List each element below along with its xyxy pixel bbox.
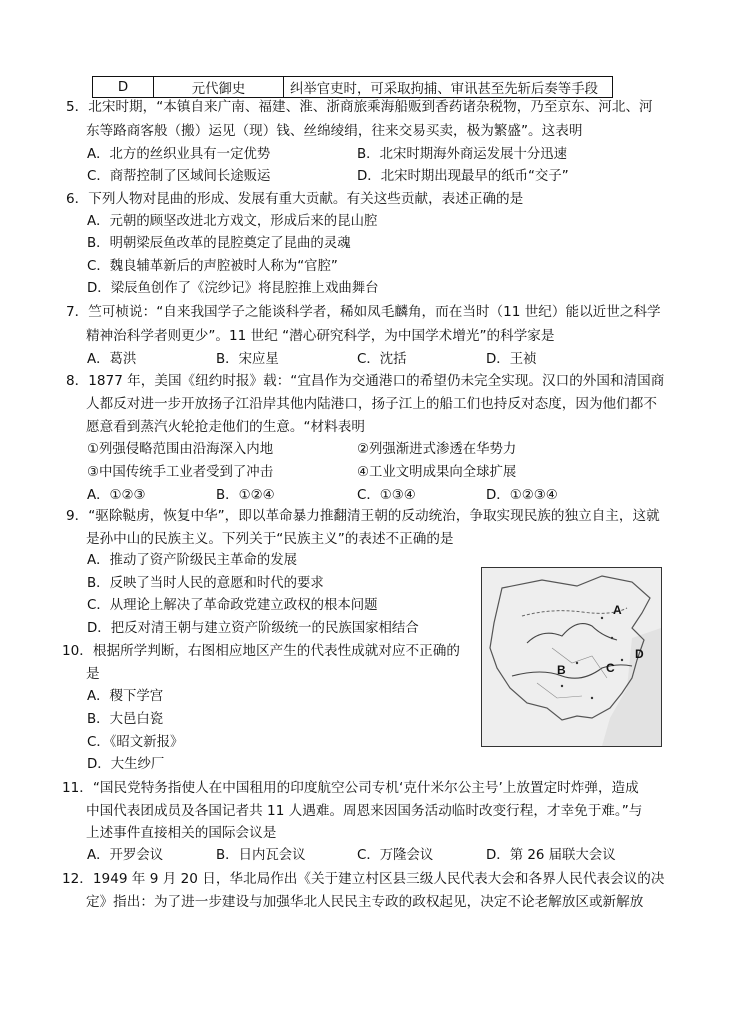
china-map-figure xyxy=(481,567,662,747)
q9-stem-line1: 9．“驱除鞑虏，恢复中华”，即以革命暴力推翻清王朝的反动统治，争取实现民族的独立自主，这就 xyxy=(66,508,660,524)
q7-option-b: B．宋应星 xyxy=(216,352,279,367)
option-desc-cell: 纠举官吏时，可采取拘捕、审讯甚至先斩后奏等手段 xyxy=(284,77,613,98)
q8-option-a: A．①②③ xyxy=(87,488,146,503)
q7-stem-line2: 精神治科学者则更少”。11 世纪 “潜心研究科学，为中国学术增光”的科学家是 xyxy=(86,328,555,344)
q8-statement-2: ②列强渐进式渗透在华势力 xyxy=(357,442,517,457)
q7-option-d: D．王祯 xyxy=(486,352,537,367)
q8-stem-line1: 8．1877 年，美国《纽约时报》载：“宜昌作为交通港口的希望仍未完全实现。汉口的外国和清国商 xyxy=(66,373,665,389)
q11-option-d: D．第 26 届联大会议 xyxy=(486,848,616,863)
q5-option-c: C．商帮控制了区域间长途贩运 xyxy=(87,169,271,184)
q8-statement-3: ③中国传统手工业者受到了冲击 xyxy=(87,465,274,480)
q7-option-a: A．葛洪 xyxy=(87,352,137,367)
q12-stem-line1: 12．1949 年 9 月 20 日，华北局作出《关于建立村区县三级人民代表大会和各界人民代表会议的决 xyxy=(62,871,665,887)
q10-stem-line2: 是 xyxy=(86,666,100,682)
q8-stem-line3: 愿意看到蒸汽火轮抢走他们的生意。“材料表明 xyxy=(86,419,365,435)
previous-question-table-row xyxy=(92,76,613,98)
option-letter-cell: D xyxy=(93,77,154,98)
q6-option-d: D．梁辰鱼创作了《浣纱记》将昆腔推上戏曲舞台 xyxy=(87,281,379,296)
q8-statement-4: ④工业文明成果向全球扩展 xyxy=(357,465,517,480)
q11-option-a: A．开罗会议 xyxy=(87,848,164,863)
map-label-d: D xyxy=(635,647,644,661)
q6-option-b: B．明朝梁辰鱼改革的昆腔奠定了昆曲的灵魂 xyxy=(87,236,351,251)
map-drawing xyxy=(482,568,661,746)
map-label-a: A xyxy=(613,603,622,617)
q9-option-a: A．推动了资产阶级民主革命的发展 xyxy=(87,553,298,568)
q5-option-a: A．北方的丝织业具有一定优势 xyxy=(87,147,271,162)
option-name-cell: 元代御史 xyxy=(154,77,284,98)
q12-stem-line2: 定》指出：为了进一步建设与加强华北人民民主专政的政权起见，决定不论老解放区或新解放 xyxy=(86,894,644,910)
q11-stem-line2: 中国代表团成员及各国记者共 11 人遇难。周恩来因国务活动临时改变行程，才幸免于难。”与 xyxy=(86,803,643,819)
q10-option-b: B．大邑白瓷 xyxy=(87,712,164,727)
q8-option-c: C．①③④ xyxy=(357,488,416,503)
q5-option-b: B．北宋时期海外商运发展十分迅速 xyxy=(357,147,568,162)
q8-option-d: D．①②③④ xyxy=(486,488,558,503)
q5-stem-line1: 5．北宋时期，“本镇自来广南、福建、淮、浙商旅乘海船贩到香药诸杂税物，乃至京东、河北、河 xyxy=(66,99,653,115)
q9-option-b: B．反映了当时人民的意愿和时代的要求 xyxy=(87,576,324,591)
q6-stem: 6．下列人物对昆曲的形成、发展有重大贡献。有关这些贡献，表述正确的是 xyxy=(66,191,524,207)
q10-option-d: D．大生纱厂 xyxy=(87,757,165,772)
q10-option-c: C．《昭文新报》 xyxy=(87,735,184,750)
q8-statement-1: ①列强侵略范围由沿海深入内地 xyxy=(87,442,274,457)
q11-stem-line1: 11．“国民党特务指使人在中国租用的印度航空公司专机‘克什米尔公主号’上放置定时炸弹，造成 xyxy=(62,780,639,796)
q6-option-a: A．元朝的顾坚改进北方戏文，形成后来的昆山腔 xyxy=(87,214,378,229)
q6-option-c: C．魏良辅革新后的声腔被时人称为“官腔” xyxy=(87,259,338,274)
q11-option-b: B．日内瓦会议 xyxy=(216,848,306,863)
q5-stem-line2: 东等路商客般（搬）运见（现）钱、丝绵绫绢，往来交易买卖，极为繁盛”。这表明 xyxy=(86,123,583,139)
q9-stem-line2: 是孙中山的民族主义。下列关于“民族主义”的表述不正确的是 xyxy=(86,531,454,547)
q8-stem-line2: 人都反对进一步开放扬子江沿岸其他内陆港口，扬子江上的船工们也持反对态度，因为他们都不 xyxy=(86,396,657,412)
q7-option-c: C．沈括 xyxy=(357,352,407,367)
map-label-c: C xyxy=(606,661,615,675)
q8-option-b: B．①②④ xyxy=(216,488,275,503)
q11-stem-line3: 上述事件直接相关的国际会议是 xyxy=(86,825,277,841)
q10-stem-line1: 10．根据所学判断，右图相应地区产生的代表性成就对应不正确的 xyxy=(62,643,460,659)
q9-option-c: C．从理论上解决了革命政党建立政权的根本问题 xyxy=(87,598,378,613)
q9-option-d: D．把反对清王朝与建立资产阶级统一的民族国家相结合 xyxy=(87,621,419,636)
q10-option-a: A．稷下学宫 xyxy=(87,689,164,704)
q11-option-c: C．万隆会议 xyxy=(357,848,434,863)
map-label-b: B xyxy=(557,663,566,677)
q5-option-d: D．北宋时期出现最早的纸币“交子” xyxy=(357,169,569,184)
q7-stem-line1: 7．竺可桢说：“自来我国学子之能谈科学者，稀如凤毛麟角，而在当时（11 世纪）能以近世之科学 xyxy=(66,304,661,320)
